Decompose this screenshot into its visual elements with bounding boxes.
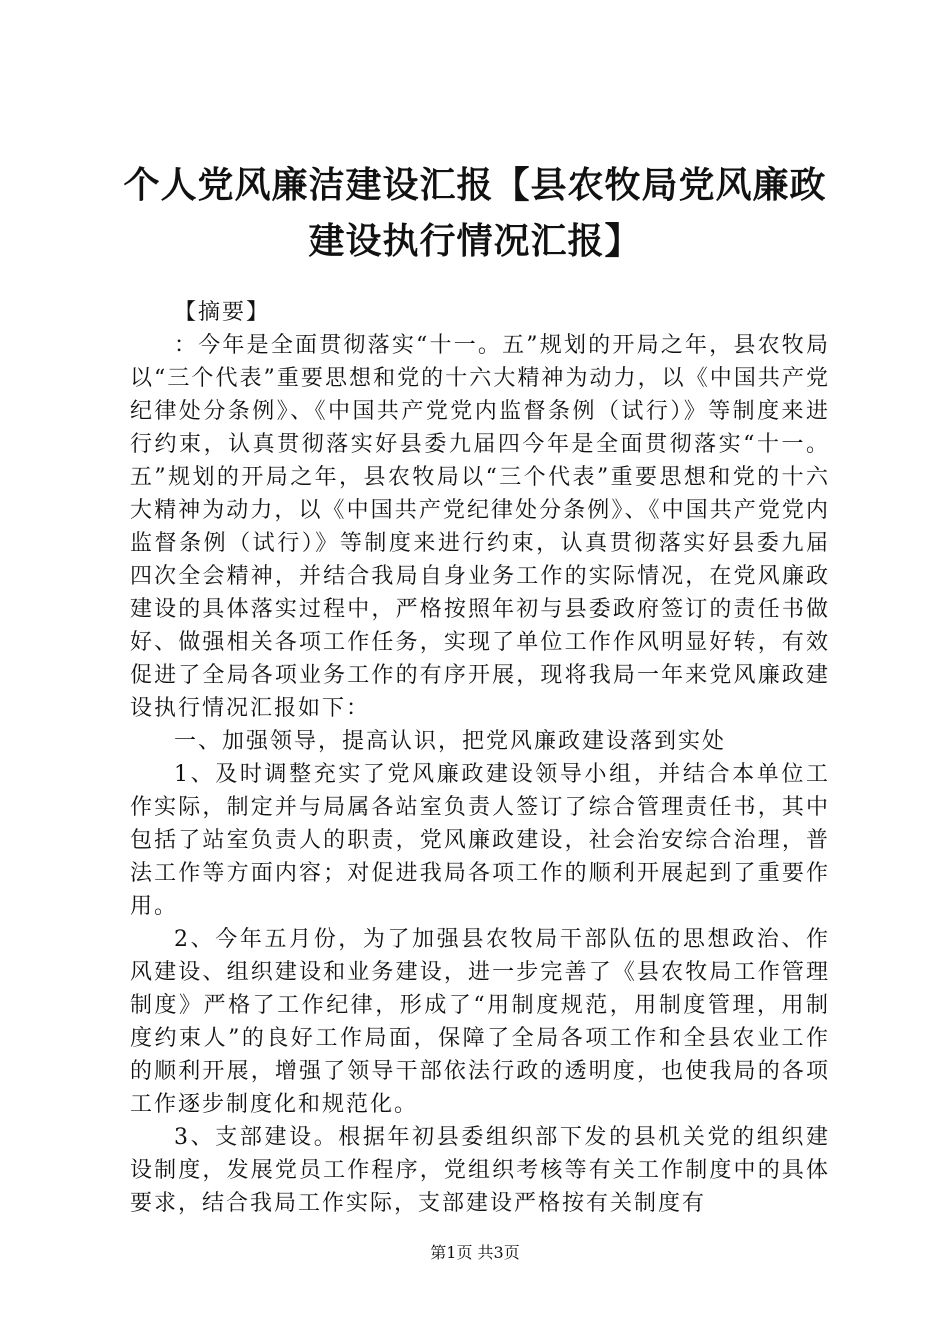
body-paragraph: 3、支部建设。根据年初县委组织部下发的县机关党的组织建设制度，发展党员工作程序，党组织考核等有关工作制度中的具体要求，结合我局工作实际，支部建设严格按有关制度有 — [130, 1125, 830, 1216]
abstract-heading: 【摘要】 — [174, 300, 271, 325]
document-body — [130, 296, 830, 1220]
body-paragraph: 2、今年五月份，为了加强县农牧局干部队伍的思想政治、作风建设、组织建设和业务建设，进一步完善了《县农牧局工作管理制度》严格了工作纪律，形成了“用制度规范，用制度管理，用制度约束人”的良好工作局面，保障了全局各项工作和全县农业工作的顺利开展，增强了领导干部依法行政的透明度，也使我局的各项工作逐步制度化和规范化。 — [130, 927, 830, 1117]
document-title: 个人党风廉洁建设汇报【县农牧局党风廉政建设执行情况汇报】 — [123, 165, 827, 262]
section-heading: 一、加强领导，提高认识，把党风廉政建设落到实处 — [174, 729, 727, 754]
body-paragraph: 1、及时调整充实了党风廉政建设领导小组，并结合本单位工作实际，制定并与局属各站室负责人签订了综合管理责任书，其中包括了站室负责人的职责，党风廉政建设，社会治安综合治理，普法工作等方面内容；对促进我局各项工作的顺利开展起到了重要作用。 — [130, 762, 830, 919]
abstract-paragraph: ：今年是全面贯彻落实“十一。五”规划的开局之年，县农牧局以“三个代表”重要思想和党的十六大精神为动力，以《中国共产党纪律处分条例》、《中国共产党党内监督条例（试行）》等制度来进行约束，认真贯彻落实好县委九届四今年是全面贯彻落实“十一。五”规划的开局之年，县农牧局以“三个代表”重要思想和党的十六大精神为动力，以《中国共产党纪律处分条例》、《中国共产党党内监督条例（试行）》等制度来进行约束，认真贯彻落实好县委九届四次全会精神，并结合我局自身业务工作的实际情况，在党风廉政建设的具体落实过程中，严格按照年初与县委政府签订的责任书做好、做强相关各项工作任务，实现了单位工作作风明显好转，有效促进了全局各项业务工作的有序开展，现将我局一年来党风廉政建设执行情况汇报如下： — [130, 333, 830, 721]
page-number: 第1页 共3页 — [430, 1243, 520, 1262]
